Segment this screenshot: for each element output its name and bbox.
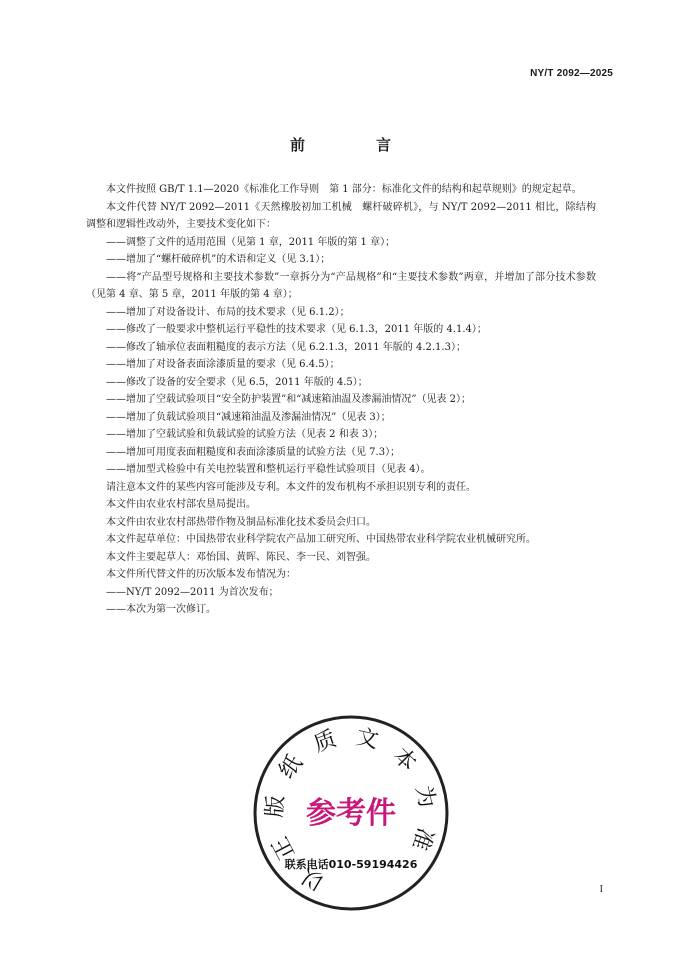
change-list-item: ——修改了设备的安全要求（见 6.5，2011 年版的 4.5）； — [106, 376, 368, 388]
change-list-item: ——增加可用度表面粗糙度和表面涂漆质量的试验方法（见 7.3）； — [106, 446, 401, 458]
change-list-item: ——修改了一般要求中整机运行平稳性的技术要求（见 6.1.3，2011 年版的 4.1.4）； — [106, 324, 487, 335]
change-list-item: ——增加了“螺杆破碎机”的术语和定义（见 3.1）； — [106, 254, 331, 265]
change-list-item: ——增加了对设备设计、布局的技术要求（见 6.1.2）； — [106, 306, 350, 318]
page-number: I — [599, 884, 603, 895]
stamp-ring-char: 文 — [353, 724, 381, 754]
foreword-body — [86, 181, 596, 619]
stamp-ring-char: 质 — [310, 726, 340, 758]
page-title: 前 言 — [289, 136, 419, 154]
body-paragraph: 请注意本文件的某些内容可能涉及专利。本文件的发布机构不承担识别专利的责任。 — [106, 481, 476, 493]
change-list-item: ——本次为第一次修订。 — [106, 604, 216, 615]
stamp-center-text: 参考件 — [306, 796, 396, 831]
change-list-item: ——将“产品型号规格和主要技术参数”一章拆分为“产品规格”和“主要技术参数”两章，并增加了部分技术参数（见第 4 章、第 5 章，2011 年版的第 4 章）； — [86, 271, 596, 300]
change-list-item: ——修改了轴承位表面粗糙度的表示方法（见 6.2.1.3，2011 年版的 4.2.1.3）； — [106, 341, 466, 353]
body-paragraph: 本文件代替 NY/T 2092—2011《天然橡胶初加工机械 螺杆破碎机》，与 NY/T 2092—2011 相比，除结构调整和逻辑性改动外，主要技术变化如下： — [86, 201, 596, 230]
stamp-ring-char: 正 — [267, 832, 301, 864]
stamp-phone-text: 联系电话010-59194426 — [284, 858, 418, 871]
stamp-ring-char: 纸 — [274, 750, 308, 784]
body-paragraph: 本文件由农业农村部热带作物及制品标准化技术委员会归口。 — [106, 516, 376, 528]
change-list-item: ——增加了对设备表面涂漆质量的要求（见 6.4.5）； — [106, 359, 340, 370]
standard-code: NY/T 2092—2025 — [530, 68, 613, 79]
stamp-ring-char: 准 — [406, 824, 438, 854]
stamp-ring-char: 以 — [297, 862, 330, 895]
change-list-item: ——增加了负载试验项目“减速箱油温及渗漏油情况”（见表 3）； — [106, 411, 391, 423]
body-paragraph: 本文件起草单位：中国热带农业科学院农产品加工研究所、中国热带农业科学院农业机械研究所。 — [106, 534, 536, 545]
stamp-ring-char: 本 — [387, 743, 421, 777]
stamp-ring-char: 版 — [262, 794, 290, 819]
body-paragraph: 本文件所代替文件的历次版本发布情况为： — [106, 569, 296, 580]
body-paragraph: 本文件由农业农村部农垦局提出。 — [106, 499, 256, 510]
reference-copy-stamp — [251, 713, 451, 913]
change-list-item: ——增加型式检验中有关电控装置和整机运行平稳性试验项目（见表 4）。 — [106, 464, 431, 475]
change-list-item: ——调整了文件的适用范围（见第 1 章，2011 年版的第 1 章）； — [106, 236, 396, 248]
change-list-item: ——NY/T 2092—2011 为首次发布； — [106, 586, 279, 598]
body-paragraph: 本文件主要起草人：邓怡国、黄晖、陈民、李一民、刘智强。 — [106, 551, 376, 563]
change-list-item: ——增加了空载试验和负载试验的试验方法（见表 2 和表 3）； — [106, 429, 384, 440]
stamp-ring-char: 为 — [410, 783, 440, 811]
change-list-item: ——增加了空载试验项目“安全防护装置”和“减速箱油温及渗漏油情况”（见表 2）； — [106, 394, 471, 405]
body-paragraph: 本文件按照 GB/T 1.1—2020《标准化工作导则 第 1 部分：标准化文件的结构和起草规则》的规定起草。 — [106, 184, 582, 195]
